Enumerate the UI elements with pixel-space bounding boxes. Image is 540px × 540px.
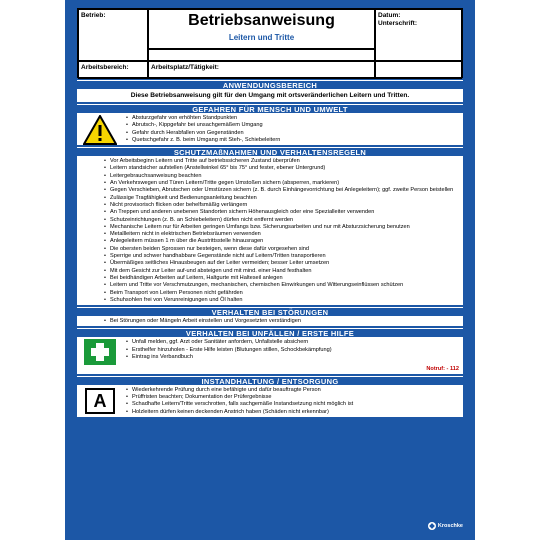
list-item: • Gegen Verschieben, Abrutschen oder Umstürzen sichern (z. B. durch Einhängevorrichtung bei Anlegeleitern); ggf. zweite Person beistellen (103, 187, 461, 194)
list-item: • Abrutsch-, Kippgefahr bei unsachgemäßem Umgang (125, 122, 461, 129)
title-cell (148, 9, 375, 49)
anwendung-text: Diese Betriebsanweisung gilt für den Umgang mit ortsveränderlichen Leitern und Tritten. (77, 90, 463, 102)
logo-text: Kroschke (437, 523, 463, 529)
list-item: • Bei Störungen oder Mängeln Arbeit einstellen und Vorgesetzten verständigen (103, 318, 461, 325)
kroschke-logo (428, 522, 463, 530)
notruf-number: Notruf: - 112 (426, 366, 459, 373)
list-item: • Bei beidhändigen Arbeiten auf Leitern, Haltgurte mit Halteseil anlegen (103, 275, 461, 282)
list-item: • Eintrag ins Verbandbuch (125, 354, 461, 361)
page-title: Betriebsanweisung (188, 12, 335, 29)
arbeitsbereich-field (78, 61, 148, 79)
list-item: • Beim Transport von Leitern Personen nicht gefährden (103, 290, 461, 297)
header-spacer (148, 49, 375, 61)
list-item: • Schuhsohlen frei von Verunreinigungen und Öl halten (103, 297, 461, 304)
unfaelle-section (77, 338, 463, 373)
warning-triangle-icon (77, 114, 123, 145)
arbeitsplatz-field (148, 61, 375, 79)
list-item: • Übermäßiges seitliches Hinausbeugen auf der Leiter vermeiden; besser Leiter umsetzen (103, 260, 461, 267)
list-item: • Schadhafte Leitern/Tritte verschrotten, falls sachgemäße Instandsetzung nicht möglich ist (125, 401, 461, 408)
operating-instructions-sheet (65, 0, 475, 540)
letter-a-pictogram-icon (77, 386, 123, 417)
page-subtitle: Leitern und Tritte (228, 33, 295, 42)
list-item: • Metallleitern nicht in elektrischen Betriebsräumen verwenden (103, 231, 461, 238)
first-aid-cross-icon (77, 338, 123, 366)
list-item: • Unfall melden, ggf. Arzt oder Sanitäter anfordern, Unfallstelle absichern (125, 339, 461, 346)
gefahren-section (77, 114, 463, 145)
datum-field (375, 9, 462, 61)
list-item: • Sperrige und schwer handhabbare Gegenstände nicht auf Leitern/Tritten transportieren (103, 253, 461, 260)
arbeitsbereich-label: Arbeitsbereich: (81, 64, 129, 71)
stoerungen-list (77, 317, 463, 326)
list-item: • Schutzeinrichtungen (z. B. an Schiebeleitern) dürfen nicht entfernt werden (103, 217, 461, 224)
list-item: • Vor Arbeitsbeginn Leitern und Tritte auf betriebssicheren Zustand überprüfen (103, 158, 461, 165)
list-item: • Nicht provisorisch flicken oder behelfsmäßig verlängern (103, 202, 461, 209)
header-table (77, 8, 463, 78)
section-title-anwendung: ANWENDUNGSBEREICH (77, 80, 463, 90)
list-item: • Quetschgefahr z. B. beim Umgang mit Steh-, Schiebeleitern (125, 137, 461, 144)
list-item: • Mit dem Gesicht zur Leiter auf-und absteigen und mit mind. einer Hand festhalten (103, 268, 461, 275)
list-item: • Leitergebrauchsanweisung beachten (103, 173, 461, 180)
list-item: • Gefahr durch Herabfallen von Gegenständen (125, 130, 461, 137)
list-item: • Die obersten beiden Sprossen nur besteigen, wenn diese dafür vorgesehen sind (103, 246, 461, 253)
list-item: • Zulässige Tragfähigkeit und Bedienungsanleitung beachten (103, 195, 461, 202)
list-item: • Leitern standsicher aufstellen (Anstellwinkel 65° bis 75° und fester, ebener Untergrund) (103, 165, 461, 172)
betrieb-label: Betrieb: (81, 12, 106, 19)
section-title-unfaelle: VERHALTEN BEI UNFÄLLEN / ERSTE HILFE (77, 328, 463, 338)
schutz-list (77, 157, 463, 305)
list-item: • An Verkehrswegen und Türen Leitern/Tritte gegen Umstoßen sichern (absperren, markieren) (103, 180, 461, 187)
list-item: • Anlegeleitern müssen 1 m über die Austrittsstelle hinausragen (103, 238, 461, 245)
stoerungen-section (77, 317, 463, 326)
datum-label: Datum: (378, 12, 401, 19)
betrieb-field (78, 9, 148, 61)
list-item: • Wiederkehrende Prüfung durch eine befähigte und dafür beauftragte Person (125, 387, 461, 394)
list-item: • Prüffristen beachten; Dokumentation der Prüfergebnisse (125, 394, 461, 401)
header-empty-cell (375, 61, 462, 79)
section-title-gefahren: GEFAHREN FÜR MENSCH UND UMWELT (77, 104, 463, 114)
section-title-instandhaltung: INSTANDHALTUNG / ENTSORGUNG (77, 376, 463, 386)
instandhaltung-section (77, 386, 463, 417)
section-title-schutz: SCHUTZMAßNAHMEN UND VERHALTENSREGELN (77, 147, 463, 157)
list-item: • Holzleitern dürfen keinen deckenden Anstrich haben (Schäden nicht erkennbar) (125, 409, 461, 416)
list-item: • Absturzgefahr von erhöhten Standpunkten (125, 115, 461, 122)
pictogram-letter: A (85, 388, 115, 414)
schutz-section (77, 157, 463, 305)
arbeitsplatz-label: Arbeitsplatz/Tätigkeit: (151, 64, 219, 71)
list-item: • Leitern und Tritte vor Verschmutzungen, mechanischen, chemischen Einwirkungen und Witterungseinflüssen schützen (103, 282, 461, 289)
section-title-stoerungen: VERHALTEN BEI STÖRUNGEN (77, 307, 463, 317)
gefahren-list (123, 114, 463, 145)
unfaelle-list (123, 338, 463, 366)
list-item: • Mechanische Leitern nur für Arbeiten geringen Umfangs bzw. Sicherungsarbeiten und nur mit Absturzsicherung benutzen (103, 224, 461, 231)
list-item: • Ersthelfer hinzuholen - Erste Hilfe leisten (Blutungen stillen, Schockbekämpfung) (125, 347, 461, 354)
unterschrift-label: Unterschrift: (378, 20, 418, 27)
instandhaltung-list (123, 386, 463, 417)
list-item: • An Treppen und anderen unebenen Standorten sichern Höhenausgleich oder eine Spezialleiter verwenden (103, 209, 461, 216)
logo-mark-icon (428, 522, 436, 530)
